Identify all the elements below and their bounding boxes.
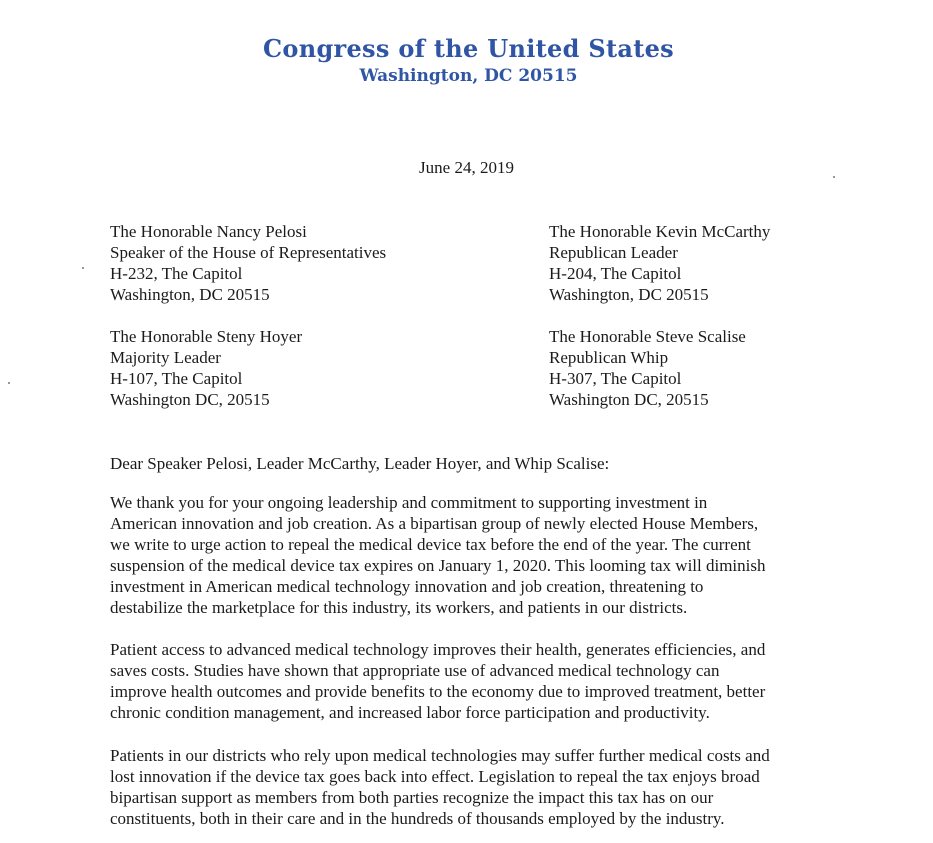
addressee-name: The Honorable Kevin McCarthy [549,222,771,241]
addressee-city: Washington, DC 20515 [549,285,709,304]
scan-speck [82,267,84,269]
addressee-office: H-204, The Capitol [549,264,682,283]
body-paragraph-1 [110,492,850,618]
addressee-office: H-232, The Capitol [110,264,243,283]
paragraph-line: improve health outcomes and provide benefits to the economy due to improved treatment, better [110,682,766,701]
addressee-block-hoyer [110,326,302,410]
paragraph-line: suspension of the medical device tax expires on January 1, 2020. This looming tax will diminish [110,556,766,575]
addressee-role: Speaker of the House of Representatives [110,243,387,262]
scan-speck [833,176,835,178]
addressee-city: Washington DC, 20515 [110,390,270,409]
addressee-name: The Honorable Steny Hoyer [110,327,303,346]
scan-speck [8,382,10,384]
letterhead-subtitle: Washington, DC 20515 [359,66,578,86]
addressee-name: The Honorable Nancy Pelosi [110,222,307,241]
paragraph-line: chronic condition management, and increased labor force participation and productivity. [110,703,710,722]
addressee-office: H-307, The Capitol [549,369,682,388]
letterhead [0,34,933,88]
body-paragraph-3 [110,745,850,829]
salutation: Dear Speaker Pelosi, Leader McCarthy, Leader Hoyer, and Whip Scalise: [110,454,610,473]
paragraph-line: American innovation and job creation. As a bipartisan group of newly elected House Members, [110,514,759,533]
paragraph-line: lost innovation if the device tax goes back into effect. Legislation to repeal the tax enjoys broad [110,767,760,786]
paragraph-line: investment in American medical technology innovation and job creation, threatening to [110,577,704,596]
paragraph-line: bipartisan support as members from both parties recognize the impact this tax has on our [110,788,714,807]
paragraph-line: Patients in our districts who rely upon medical technologies may suffer further medical costs and [110,746,770,765]
paragraph-line: Patient access to advanced medical technology improves their health, generates efficiencies, and [110,640,766,659]
addressee-role: Majority Leader [110,348,221,367]
paragraph-line: destabilize the marketplace for this industry, its workers, and patients in our districts. [110,598,688,617]
paragraph-line: constituents, both in their care and in the hundreds of thousands employed by the industry. [110,809,725,828]
paragraph-line: saves costs. Studies have shown that appropriate use of advanced medical technology can [110,661,720,680]
body-paragraph-2 [110,639,850,723]
addressee-office: H-107, The Capitol [110,369,243,388]
paragraph-line: We thank you for your ongoing leadership and commitment to supporting investment in [110,493,708,512]
addressee-role: Republican Whip [549,348,669,367]
addressee-city: Washington DC, 20515 [549,390,709,409]
addressee-block-pelosi [110,221,386,305]
addressee-role: Republican Leader [549,243,678,262]
letter-date: June 24, 2019 [419,158,514,177]
addressee-block-mccarthy [549,221,770,305]
addressee-block-scalise [549,326,746,410]
addressee-city: Washington, DC 20515 [110,285,270,304]
letterhead-title: Congress of the United States [262,34,674,63]
paragraph-line: we write to urge action to repeal the medical device tax before the end of the year. The current [110,535,751,554]
addressee-name: The Honorable Steve Scalise [549,327,746,346]
